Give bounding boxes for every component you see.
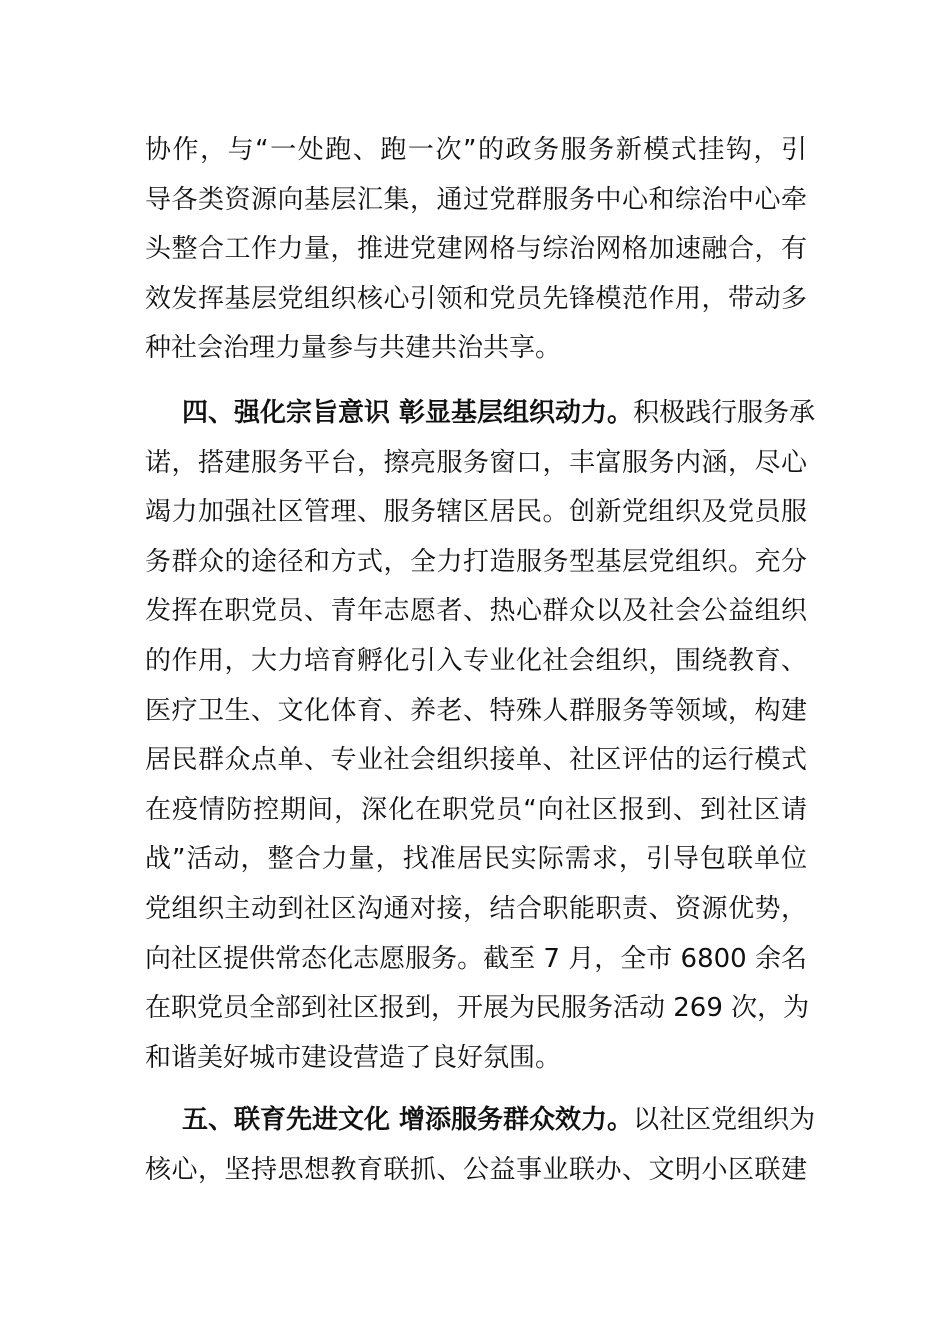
text-line: 战”活动，整合力量，找准居民实际需求，引导包联单位 [145,844,807,875]
text-line: 效发挥基层党组织核心引领和党员先锋模范作用，带动多 [145,283,807,314]
text-line: 竭力加强社区管理、服务辖区居民。创新党组织及党员服 [145,497,807,528]
text-line: 在职党员全部到社区报到，开展为民服务活动 269 次，为 [145,993,810,1024]
paragraph-continuation [145,126,807,374]
section-five-first-line [145,1096,816,1146]
text-line: 医疗卫生、文化体育、养老、特殊人群服务等领域，构建 [145,695,807,726]
text-line: 党组织主动到社区沟通对接，结合职能职责、资源优势， [145,893,807,924]
section-five-paragraph [145,1096,816,1195]
text-line: 居民群众点单、专业社会组织接单、社区评估的运行模式 [145,745,807,776]
text-line: 在疫情防控期间，深化在职党员“向社区报到、到社区请 [145,794,807,825]
text-line: 诺，搭建服务平台，擦亮服务窗口，丰富服务内涵，尽心 [145,447,807,478]
text-line: 向社区提供常态化志愿服务。截至 7 月，全市 6800 余名 [145,943,807,974]
text-line: 头整合工作力量，推进党建网格与综治网格加速融合，有 [145,234,807,265]
text-line: 务群众的途径和方式，全力打造服务型基层党组织。充分 [145,546,807,577]
text-line: 种社会治理力量参与共建共治共享。 [145,333,562,364]
text-line: 核心，坚持思想教育联抓、公益事业联办、文明小区联建 [145,1154,807,1185]
section-four-lead-text: 积极践行服务承 [633,398,816,428]
text-line: 导各类资源向基层汇集，通过党群服务中心和综治中心牵 [145,184,807,215]
section-four-heading: 四、强化宗旨意识 彰显基层组织动力。 [182,398,634,428]
section-five-heading: 五、联育先进文化 增添服务群众效力。 [182,1105,634,1135]
section-four-first-line [145,389,816,439]
text-line: 的作用，大力培育孵化引入专业化社会组织，围绕教育、 [145,645,807,676]
text-line: 协作，与“一处跑、跑一次”的政务服务新模式挂钩，引 [145,135,807,165]
text-line: 发挥在职党员、青年志愿者、热心群众以及社会公益组织 [145,596,807,627]
text-line: 和谐美好城市建设营造了良好氛围。 [145,1042,562,1073]
section-four-paragraph [145,389,816,1083]
section-five-lead-text: 以社区党组织为 [633,1105,816,1135]
